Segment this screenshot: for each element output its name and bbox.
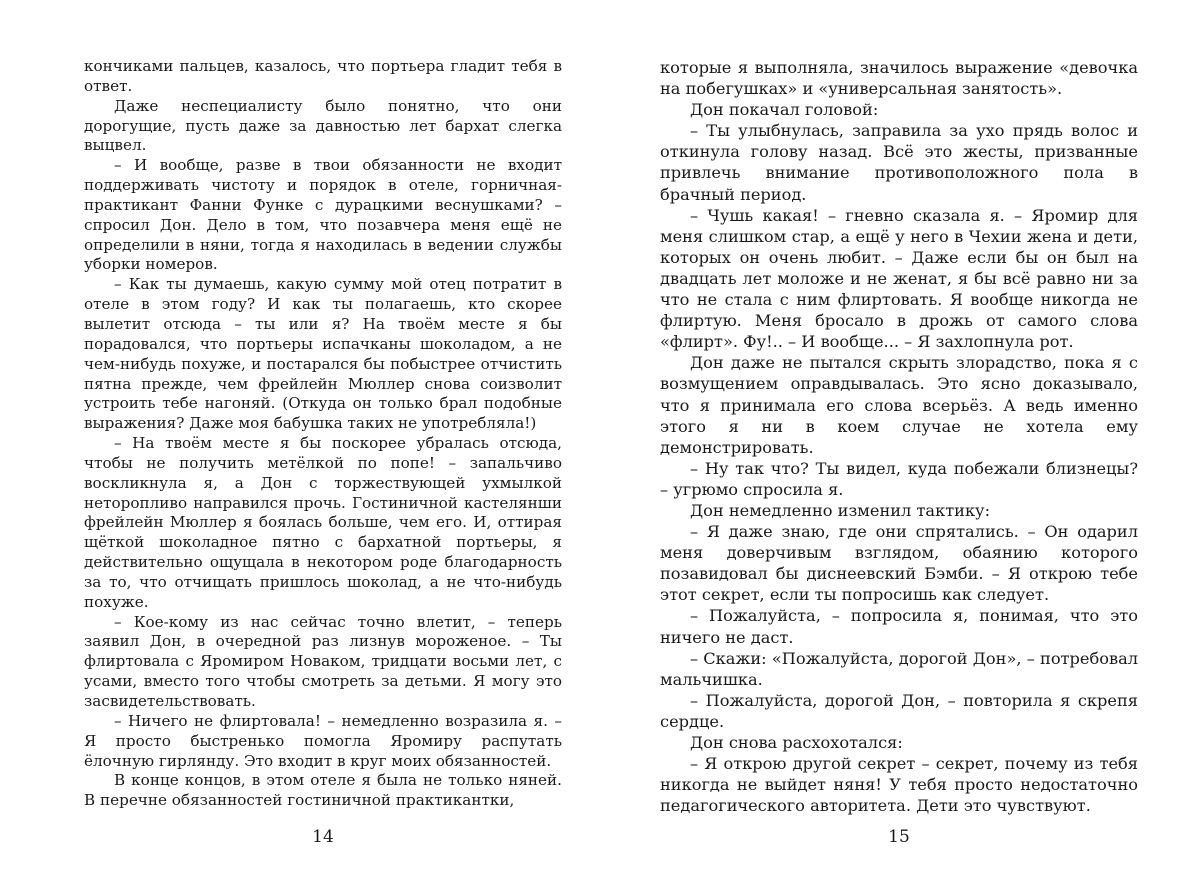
left-paragraph-6: – Кое-кому из нас сейчас точно влетит, – теперь заявил Дон, в очередной раз лизнув мороженое. – Ты флиртовала с Яромиром Новаком, тридцати восьми лет, с усами, вместо того чтобы смотреть за детьми. Я могу это засвидетельствовать.	[84, 612, 562, 710]
left-paragraph-4: – Как ты думаешь, какую сумму мой отец потратит в отеле в этом году? И как ты полагаешь, кто скорее вылетит отсюда – ты или я? На твоём месте я бы порадовался, что портьеры испачканы шоколадом, а не чем-нибудь похуже, и постарался бы побыстрее отчистить пятна прежде, чем фрейлейн Мюллер снова соизволит устроить тебе нагоняй. (Откуда он только брал подобные выражения? Даже моя бабушка таких не употребляла!)	[84, 275, 562, 433]
right-paragraph-5: Дон даже не пытался скрыть злорадство, пока я с возмущением оправдывалась. Это ясно доказывало, что я принимала его слова всерьёз. А ведь именно этого я ни в коем случае не хотела ему демонстрировать.	[660, 353, 1138, 457]
left-paragraph-3: – И вообще, разве в твои обязанности не входит поддерживать чистоту и порядок в отеле, горничная-практикант Фанни Функе с дурацкими веснушками? – спросил Дон. Дело в том, что позавчера меня ещё не определили в няни, тогда я находилась в ведении службы уборки номеров.	[84, 156, 562, 274]
right-paragraph-1: которые я выполняла, значилось выражение «девочка на побегушках» и «универсальная занятость».	[660, 58, 1138, 99]
right-paragraph-7: Дон немедленно изменил тактику:	[690, 500, 991, 520]
right-paragraph-3: – Ты улыбнулась, заправила за ухо прядь волос и откинула голову назад. Всё это жесты, призванные привлечь внимание противоположного пола в брачный период.	[660, 121, 1138, 204]
left-page-number: 14	[312, 827, 334, 847]
left-page	[84, 57, 562, 811]
right-paragraph-9: – Пожалуйста, – попросила я, понимая, что это ничего не даст.	[660, 606, 1138, 647]
left-paragraph-1: кончиками пальцев, казалось, что портьера гладит тебя в ответ.	[84, 57, 562, 95]
left-paragraph-2: Даже неспециалисту было понятно, что они дорогущие, пусть даже за давностью лет бархат слегка выцвел.	[84, 96, 562, 155]
right-paragraph-8: – Я даже знаю, где они спрятались. – Он одарил меня доверчивым взглядом, обаянию которого позавидовал бы диснеевский Бэмби. – Я открою тебе этот секрет, если ты попросишь как следует.	[660, 522, 1138, 605]
right-page-number: 15	[888, 827, 910, 847]
right-paragraph-12: Дон снова расхохотался:	[690, 733, 903, 752]
right-paragraph-10: – Скажи: «Пожалуйста, дорогой Дон», – потребовал мальчишка.	[660, 648, 1138, 689]
left-paragraph-5: – На твоём месте я бы поскорее убралась отсюда, чтобы не получить метёлкой по попе! – запальчиво воскликнула я, а Дон с торжествующей ухмылкой неторопливо направился прочь. Гостиничной кастелянши фрейлейн Мюллер я боялась больше, чем его. И, оттирая щёткой шоколадное пятно с бархатной портьеры, я действительно ощущала в некотором роде благодарность за то, что отчищать пришлось шоколад, а не что-нибудь похуже.	[84, 434, 562, 611]
right-page	[660, 57, 1138, 816]
right-paragraph-6: – Ну так что? Ты видел, куда побежали близнецы? – угрюмо спросила я.	[660, 458, 1138, 499]
left-paragraph-7: – Ничего не флиртовала! – немедленно возразила я. – Я просто быстренько помогла Яромиру распутать ёлочную гирлянду. Это входит в круг моих обязанностей.	[84, 711, 562, 770]
right-paragraph-4: – Чушь какая! – гневно сказала я. – Яромир для меня слишком стар, а ещё у него в Чехии жена и дети, которых он очень любит. – Даже если бы он был на двадцать лет моложе и не женат, я бы всё равно ни за что не стала с ним флиртовать. Я вообще никогда не флиртую. Меня бросало в дрожь от самого слова «флирт». Фу!.. – И вообще... – Я захлопнула рот.	[660, 205, 1138, 352]
right-paragraph-11: – Пожалуйста, дорогой Дон, – повторила я скрепя сердце.	[660, 690, 1138, 731]
right-paragraph-13: – Я открою другой секрет – секрет, почему из тебя никогда не выйдет няня! У тебя просто недостаточно педагогического авторитета. Дети это чувствуют.	[660, 754, 1138, 816]
right-paragraph-2: Дон покачал головой:	[690, 100, 879, 120]
left-paragraph-8: В конце концов, в этом отеле я была не только няней. В перечне обязанностей гостиничной практикантки,	[84, 771, 562, 810]
